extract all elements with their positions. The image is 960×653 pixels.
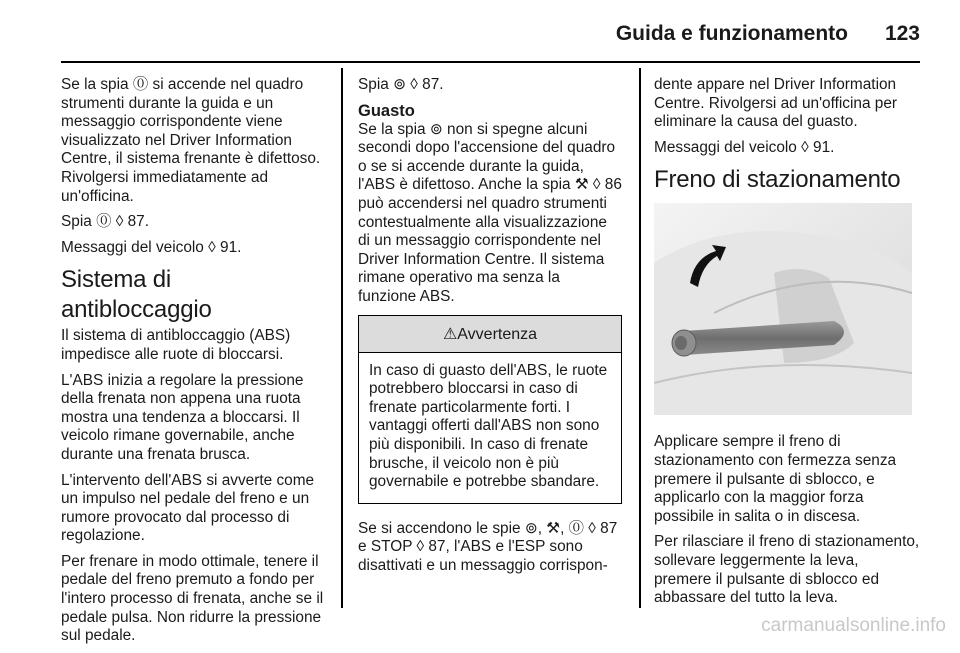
paragraph: L'intervento dell'ABS si avverte come un impulso nel pedale del freno e un rumore provocato dal processo di regolazione. [61,471,315,545]
paragraph: dente appare nel Driver Information Centre. Rivolgersi ad un'officina per eliminare la causa del guasto. [654,76,898,131]
parking-brake-illustration [654,203,912,415]
header-rule [61,61,920,63]
section-heading-abs: Sistema di antibloccaggio [61,266,212,324]
paragraph: Il sistema di antibloccaggio (ABS) impedisce alle ruote di bloccarsi. [61,327,291,363]
page-header [61,22,920,62]
warning-title: Avvertenza [457,325,538,343]
header-title: Guida e funzionamento [615,22,848,45]
paragraph: Spia ⓪ ◊ 87. [61,213,150,231]
page-number: 123 [884,22,920,45]
paragraph: Per rilasciare il freno di stazionamento, sollevare leggermente la leva, premere il pulsante di sblocco ed abbassare del tutto la leva. [654,533,920,607]
paragraph: Se la spia ⊚ non si spegne alcuni secondi dopo l'accensione del quadro o se si accende durante la guida, l'ABS è difettoso. Anche la spia ⚒ ◊ 86 può accendersi nel quadro strumenti contestualmente alla visualizzazione di un messaggio corrispondente nel Driver Information Centre. Il sistema rimane operativo ma senza la funzione ABS. [358,120,622,305]
paragraph: Messaggi del veicolo ◊ 91. [61,238,242,256]
paragraph: Applicare sempre il freno di stazionamento con fermezza senza premere il pulsante di sblocco, e applicarlo con la maggior forza possibile in salita o in discesa. [654,433,897,525]
column-2 [358,76,622,582]
paragraph: Messaggi del veicolo ◊ 91. [654,138,835,156]
paragraph: Se si accendono le spie ⊚, ⚒, ⓪ ◊ 87 e STOP ◊ 87, l'ABS e l'ESP sono disattivati e un messaggio corrispon- [358,519,618,574]
section-heading-parking-brake: Freno di stazionamento [654,166,901,194]
column-3 [654,76,920,615]
paragraph: L'ABS inizia a regolare la pressione della frenata non appena una ruota mostra una tendenza a bloccarsi. Il veicolo rimane governabile, anche durante una frenata brusca. [61,371,304,463]
column-divider-1 [341,68,343,608]
paragraph: Se la spia ⓪ si accende nel quadro strumenti durante la guida e un messaggio corrispondente viene visualizzato nel Driver Information Centre, il sistema frenante è difettoso. Rivolgersi immediatamente ad un'officina. [61,76,321,205]
subheading-fault: Guasto [358,101,415,120]
watermark: carmanualsonline.info [761,615,946,636]
column-1 [61,76,326,653]
paragraph: Spia ⊚ ◊ 87. [358,76,444,93]
warning-header [359,316,621,353]
warning-icon: ⚠ [442,323,458,343]
paragraph: Per frenare in modo ottimale, tenere il pedale del freno premuto a fondo per l'intero processo di frenata, anche se il pedale pulsa. Non ridurre la pressione sul pedale. [61,552,324,645]
warning-box [358,315,622,504]
column-divider-2 [639,68,641,608]
parking-brake-lever-drawing [654,203,912,415]
warning-text: In caso di guasto dell'ABS, le ruote potrebbero bloccarsi in caso di frenate particolarmente forti. I vantaggi offerti dall'ABS non sono più disponibili. In caso di frenate brusche, il veicolo non è più governabile e potrebbe sbandare. [369,361,608,491]
